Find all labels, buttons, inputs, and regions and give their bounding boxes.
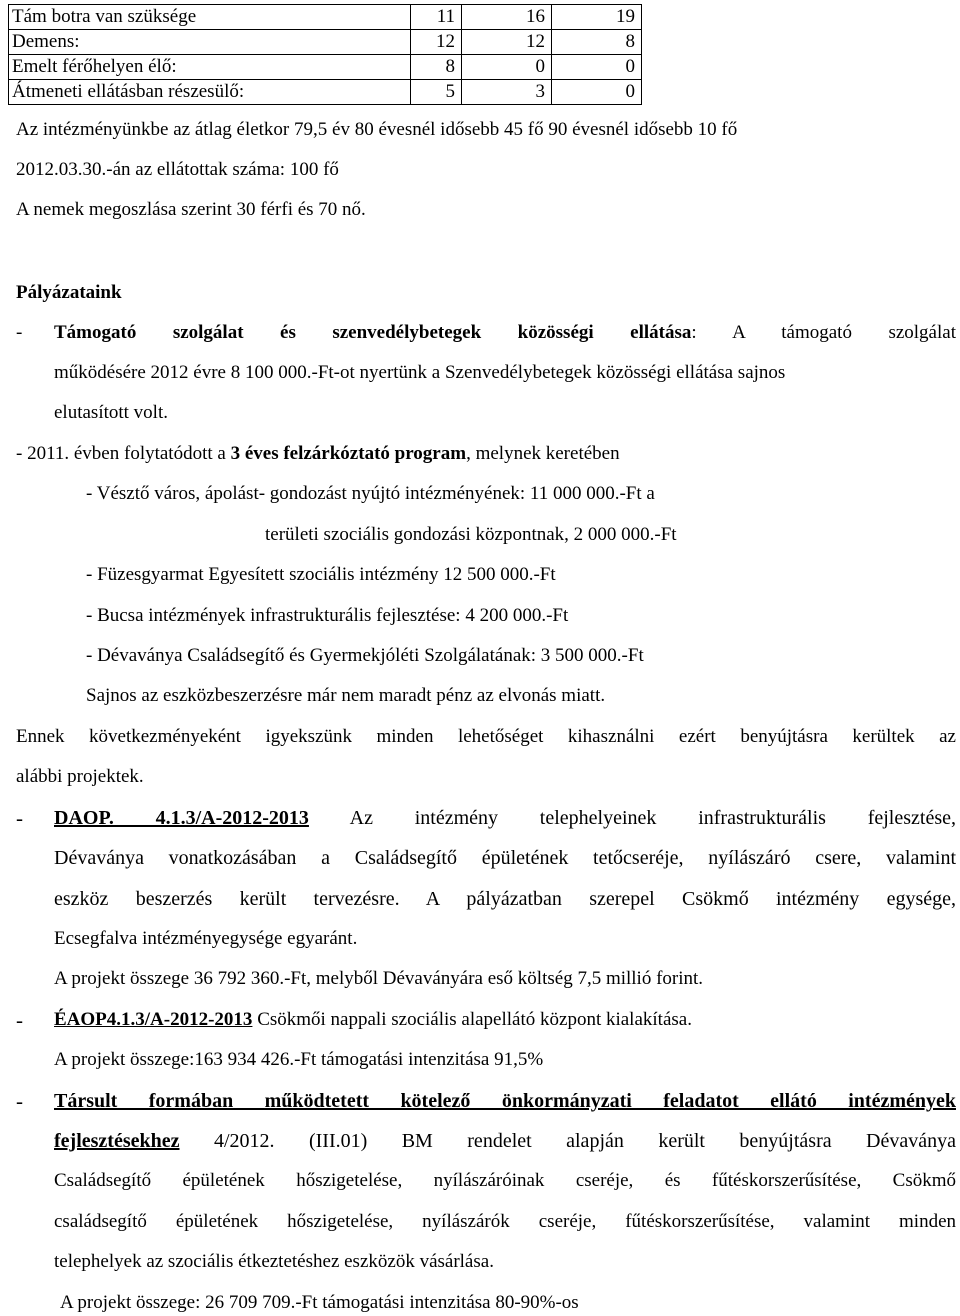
row-value: 8 xyxy=(411,55,462,80)
proj3-amount: A projekt összege: 26 709 709.-Ft támogatási intenzitása 80-90%-os xyxy=(60,1292,579,1313)
proj1-line3: eszköz beszerzés került tervezésre. A pályázatban szerepel Csökmő intézmény egysége, xyxy=(54,888,956,910)
row-label: Tám botra van szüksége xyxy=(9,5,411,30)
client-count-text: 2012.03.30.-án az ellátottak száma: 100 fő xyxy=(16,159,339,180)
section-title: Pályázataink xyxy=(16,282,122,303)
statistics-table xyxy=(8,4,642,105)
p3-line2: alábbi projektek. xyxy=(16,766,144,787)
row-value: 5 xyxy=(411,80,462,105)
proj2-line1 xyxy=(54,1009,692,1031)
proj3-line5: telephelyek az szociális étkeztetéshez eszközök vásárlása. xyxy=(54,1251,494,1272)
row-value: 16 xyxy=(462,5,552,30)
p2-intro xyxy=(16,443,620,465)
row-label: Átmeneti ellátásban részesülő: xyxy=(9,80,411,105)
proj3-line4: családsegítő épületének hőszigetelése, nyílászárók cseréje, fűtéskorszerűsítése, valamint minden xyxy=(54,1211,956,1232)
row-value: 0 xyxy=(552,80,642,105)
p3-line1: Ennek következményeként igyekszünk minden lehetőséget kihasználni ezért benyújtásra kerültek az xyxy=(16,726,956,747)
row-value: 19 xyxy=(552,5,642,30)
row-label: Emelt férőhelyen élő: xyxy=(9,55,411,80)
p1-rest: : A támogató szolgálat xyxy=(691,322,956,343)
list-item: területi szociális gondozási központnak, 2 000 000.-Ft xyxy=(265,524,677,545)
proj2-code: ÉAOP4.1.3/A-2012-2013 xyxy=(54,1009,253,1030)
p1-line3: elutasított volt. xyxy=(54,402,168,423)
row-value: 8 xyxy=(552,30,642,55)
proj3-line2 xyxy=(54,1130,956,1152)
list-dash: - xyxy=(16,1008,23,1032)
row-label: Demens: xyxy=(9,30,411,55)
proj2-amount: A projekt összege:163 934 426.-Ft támogatási intenzitása 91,5% xyxy=(54,1049,544,1070)
proj1-line1 xyxy=(54,807,956,829)
list-item: - Vésztő város, ápolást- gondozást nyújtó intézményének: 11 000 000.-Ft a xyxy=(86,483,655,504)
gender-text: A nemek megoszlása szerint 30 férfi és 70 nő. xyxy=(16,199,366,220)
list-item: - Bucsa intézmények infrastrukturális fejlesztése: 4 200 000.-Ft xyxy=(86,605,569,626)
row-value: 11 xyxy=(411,5,462,30)
p1-line1 xyxy=(54,322,956,344)
p1-line2: működésére 2012 évre 8 100 000.-Ft-ot nyertünk a Szenvedélybetegek közösségi ellátása sajnos xyxy=(54,362,786,383)
row-value: 0 xyxy=(552,55,642,80)
average-age-text: Az intézményünkbe az átlag életkor 79,5 év 80 évesnél idősebb 45 fő 90 évesnél idősebb 10 fő xyxy=(16,119,738,140)
row-value: 12 xyxy=(411,30,462,55)
p2-bold: 3 éves felzárkóztató program xyxy=(230,443,467,464)
proj3-line2-rest: 4/2012. (III.01) BM rendelet alapján került benyújtásra Dévaványa xyxy=(213,1130,957,1152)
proj1-line2: Dévaványa vonatkozásában a Családsegítő épületének tetőcseréje, nyílászáró csere, valamint xyxy=(54,847,956,869)
p1-bold-title: Támogató szolgálat és szenvedélybetegek közösségi ellátása xyxy=(54,322,692,343)
list-dash: - xyxy=(16,322,23,343)
table-row xyxy=(9,55,642,80)
p2-post: , melynek keretében xyxy=(466,443,620,464)
row-value: 0 xyxy=(462,55,552,80)
proj3-title-cont: fejlesztésekhez xyxy=(54,1130,180,1152)
table-row xyxy=(9,30,642,55)
list-dash: - xyxy=(16,1089,23,1113)
list-item: Sajnos az eszközbeszerzésre már nem maradt pénz az elvonás miatt. xyxy=(86,685,606,706)
row-value: 3 xyxy=(462,80,552,105)
table-row xyxy=(9,80,642,105)
proj1-code: DAOP. 4.1.3/A-2012-2013 xyxy=(54,807,309,829)
p2-pre: - 2011. évben folytatódott a xyxy=(16,443,231,464)
proj1-amount: A projekt összege 36 792 360.-Ft, melyből Dévaványára eső költség 7,5 millió forint. xyxy=(54,968,704,989)
proj3-title-line1 xyxy=(54,1090,956,1112)
table-row xyxy=(9,5,642,30)
proj3-title: Társult formában működtetett kötelező önkormányzati feladatot ellátó intézmények xyxy=(54,1090,956,1112)
proj1-line1-rest: Az intézmény telephelyeinek infrastrukturális fejlesztése, xyxy=(349,807,956,829)
proj1-line4: Ecsegfalva intézményegysége egyaránt. xyxy=(54,928,358,949)
list-item: - Füzesgyarmat Egyesített szociális intézmény 12 500 000.-Ft xyxy=(86,564,556,585)
proj2-rest: Csökmői nappali szociális alapellátó központ kialakítása. xyxy=(252,1009,692,1030)
list-item: - Dévaványa Családsegítő és Gyermekjóléti Szolgálatának: 3 500 000.-Ft xyxy=(86,645,644,666)
row-value: 12 xyxy=(462,30,552,55)
list-dash: - xyxy=(16,806,23,830)
proj3-line3: Családsegítő épületének hőszigetelése, nyílászáróinak cseréje, és fűtéskorszerűsítése, Csökmő xyxy=(54,1170,956,1191)
